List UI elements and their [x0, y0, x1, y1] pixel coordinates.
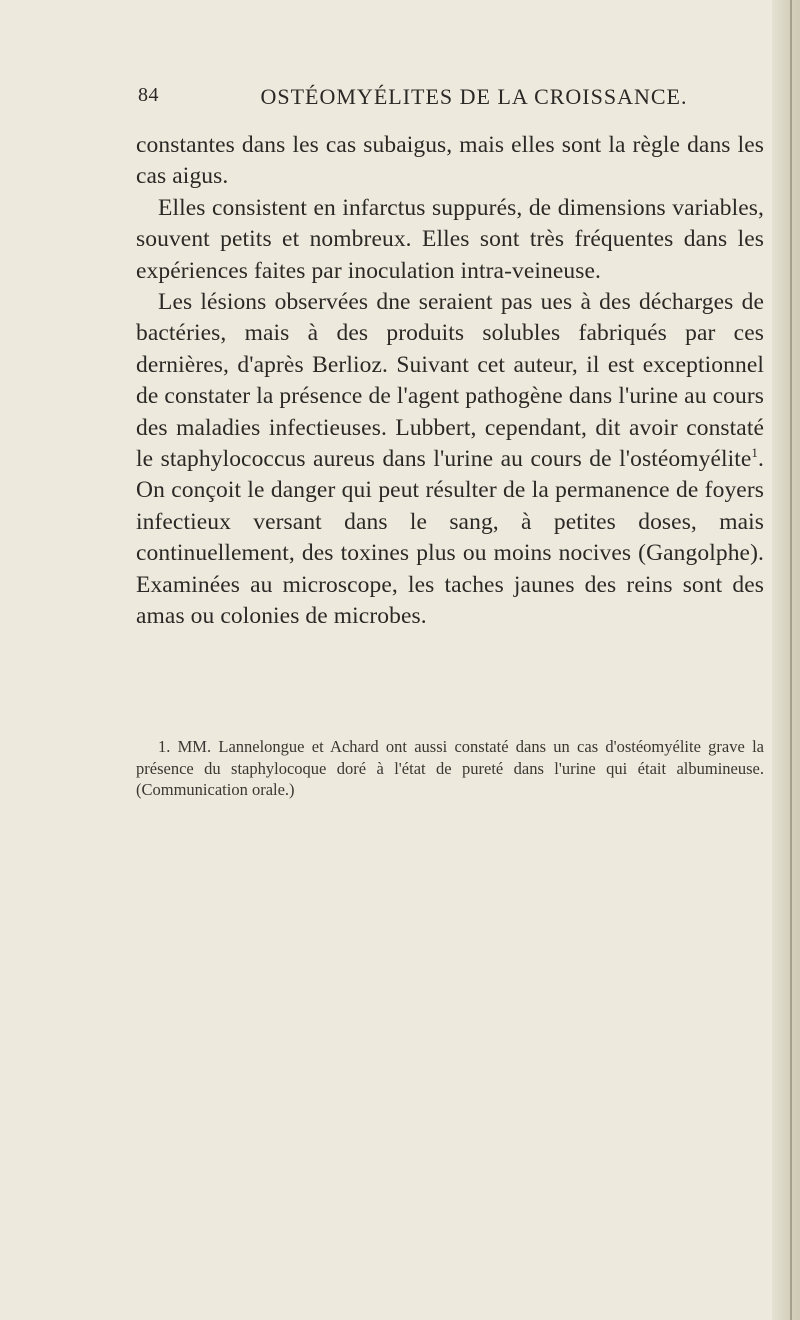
body-text	[136, 130, 764, 633]
paragraph-3-part-b: . On conçoit le danger qui peut résulter de la permanence de foyers infectieux versant dans le sang, à petites doses, mais continuellement, des toxines plus ou moins nocives (Gangolphe). Examinées au microscope, les taches jaunes des reins sont des amas ou colonies de microbes.	[136, 446, 764, 630]
page-edge-shadow	[772, 0, 800, 1320]
running-header	[130, 84, 762, 118]
page-edge-line	[790, 0, 792, 1320]
running-title: OSTÉOMYÉLITES DE LA CROISSANCE.	[260, 84, 688, 109]
footnote	[136, 736, 764, 801]
paragraph-1: constantes dans les cas subaigus, mais elles sont la règle dans les cas aigus.	[136, 132, 764, 190]
page-number: 84	[138, 84, 159, 106]
paragraph-3-part-a: Les lésions observées dne seraient pas ues à des décharges de bactéries, mais à des produits solubles fabriqués par ces dernières, d'après Berlioz. Suivant cet auteur, il est exceptionnel de constater la présence de l'agent pathogène dans l'urine au cours des maladies infectieuses. Lubbert, cependant, dit avoir constaté le staphylococcus aureus dans l'urine au cours de l'ostéomyélite	[136, 289, 764, 473]
paragraph-2: Elles consistent en infarctus suppurés, de dimensions variables, souvent petits et nombreux. Elles sont très fréquentes dans les expériences faites par inoculation intra-veineuse.	[136, 194, 764, 284]
paragraph-3	[136, 287, 764, 632]
footnote-text: 1. MM. Lannelongue et Achard ont aussi constaté dans un cas d'ostéomyélite grave la présence du staphylocoque doré à l'état de pureté dans l'urine qui était albumineuse. (Communication orale.)	[136, 737, 764, 799]
footnote-reference: 1	[751, 445, 759, 461]
